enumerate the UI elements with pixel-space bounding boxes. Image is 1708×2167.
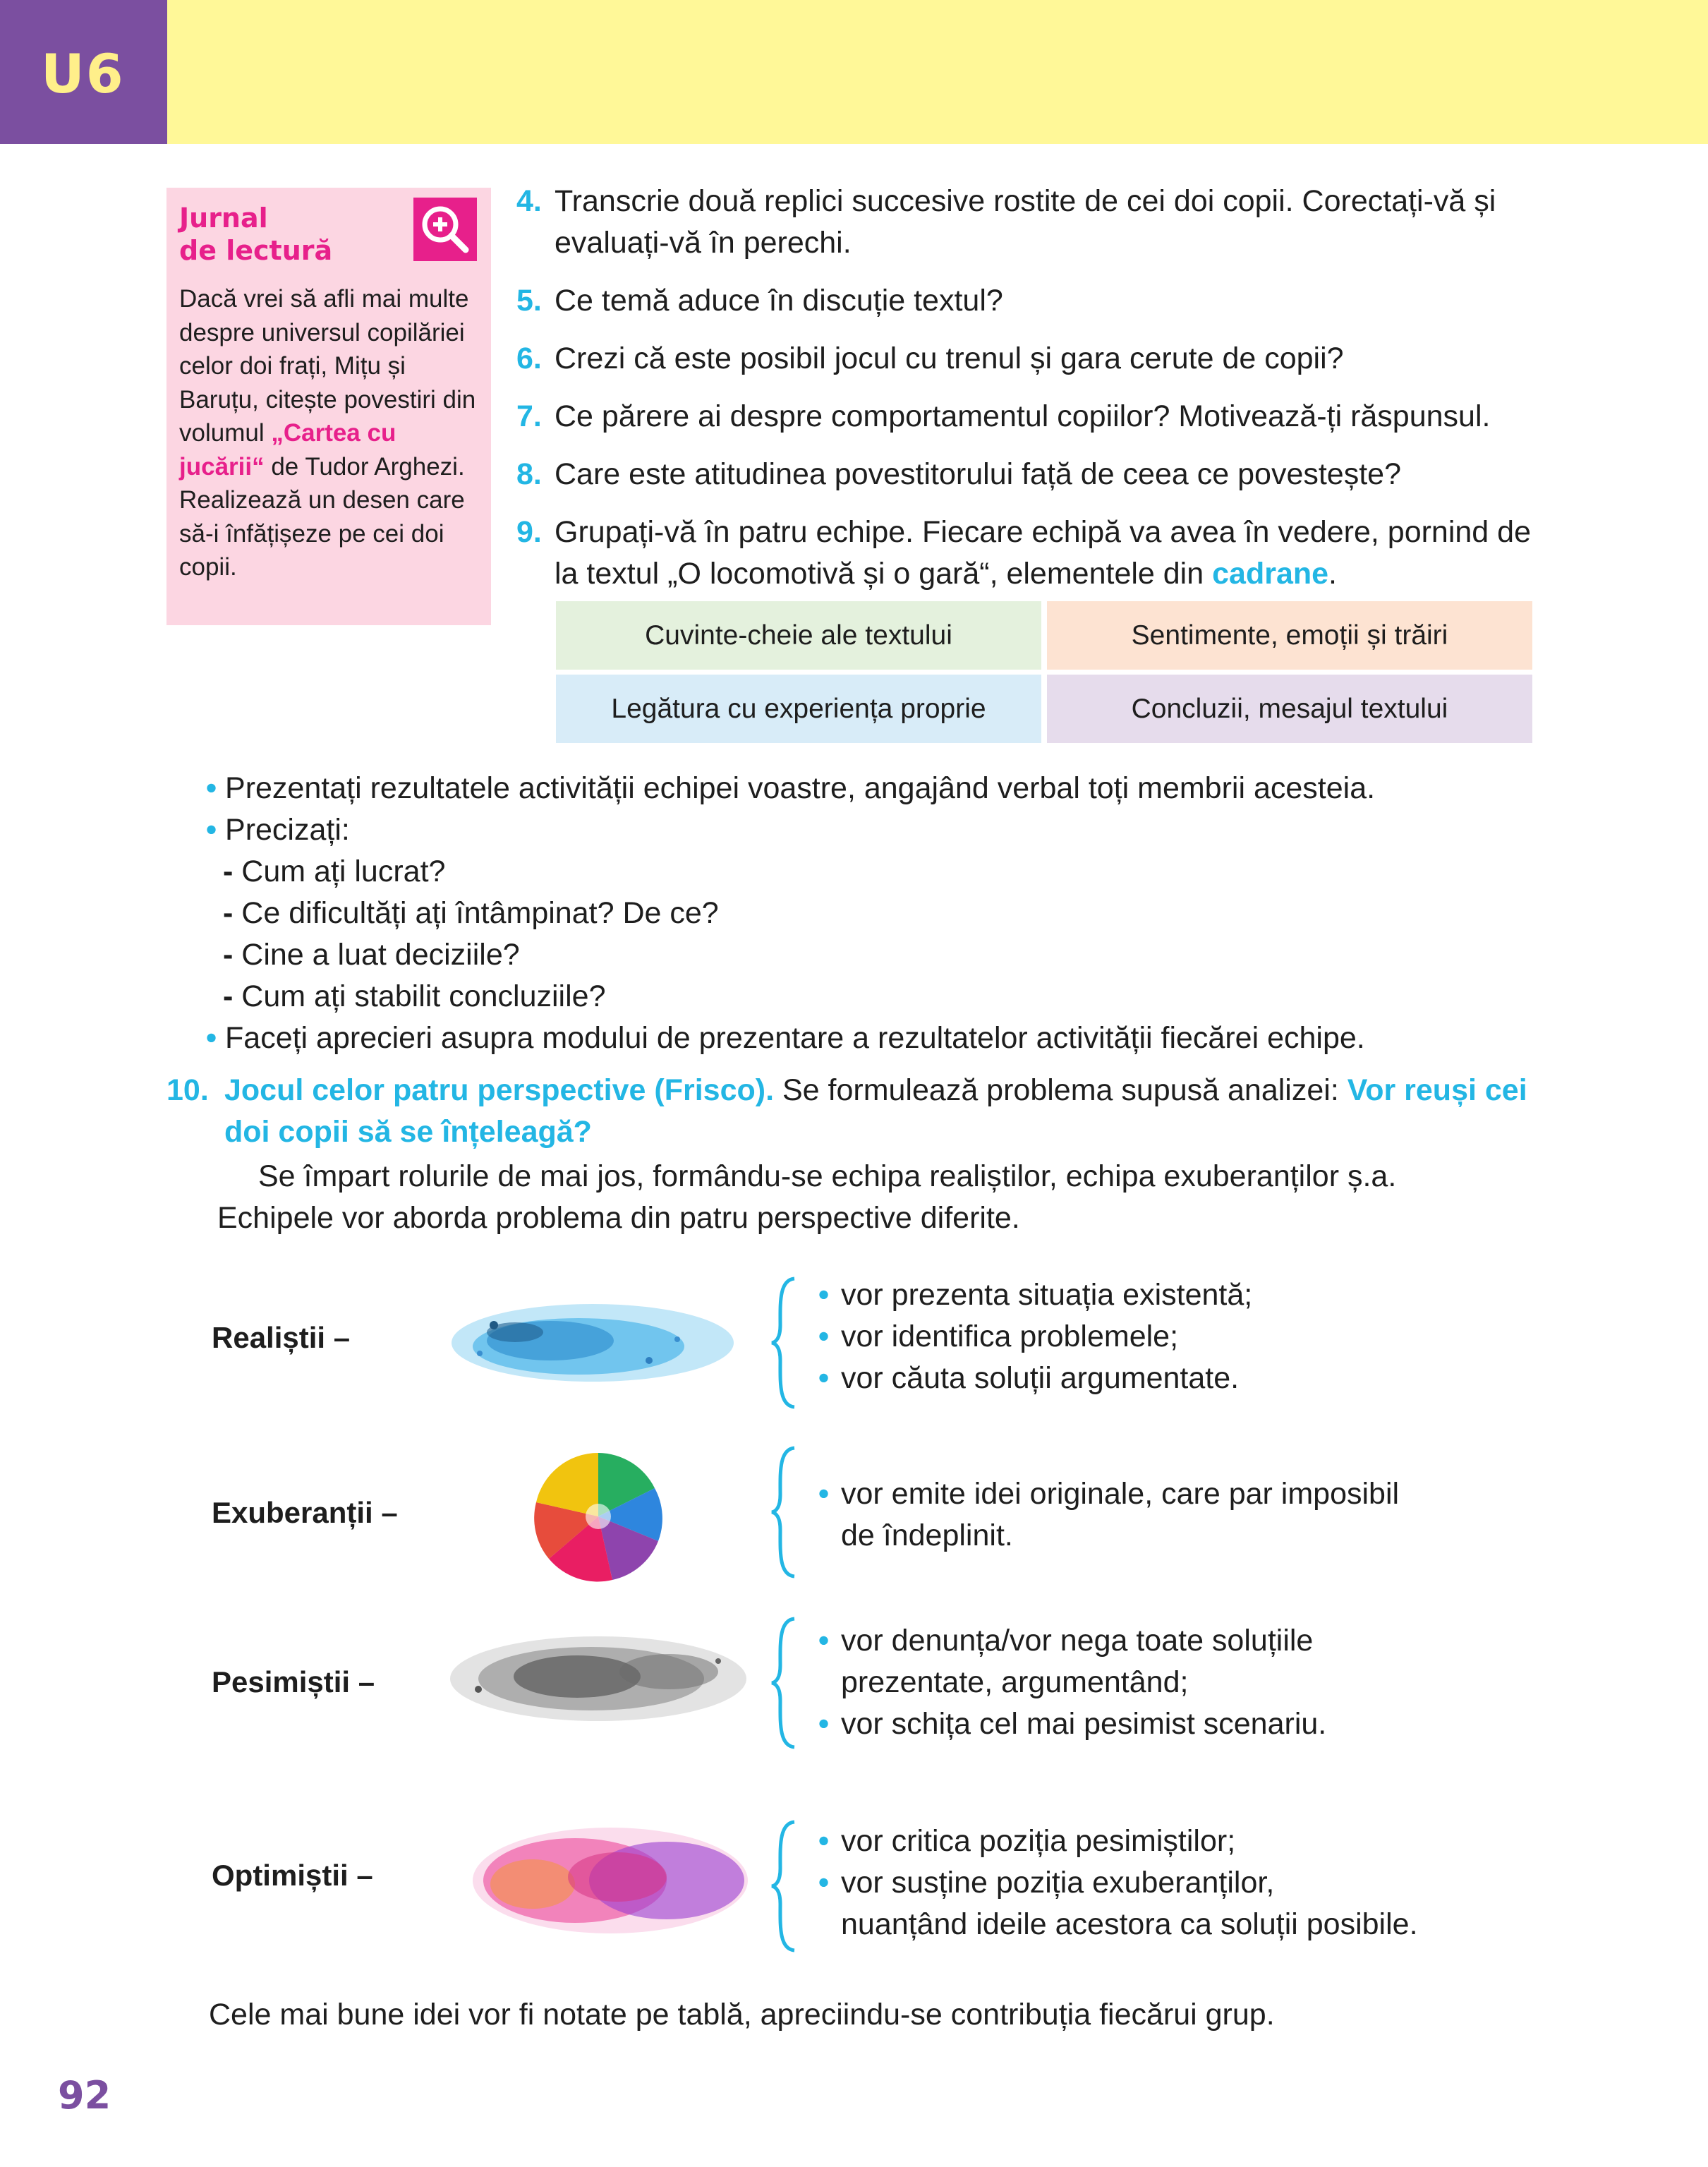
bullet-text: Prezentați rezultatele activității echipei voastre, angajând verbal toți membrii acesteia. <box>225 771 1376 805</box>
bullet-present-results: • Prezentați rezultatele activității echipei voastre, angajând verbal toți membrii acesteia. <box>206 771 1376 805</box>
list-item: • vor emite idei originale, care par imposibil <box>818 1473 1399 1515</box>
brace-icon <box>769 1276 797 1410</box>
question-6 <box>516 338 1546 380</box>
question-5 <box>516 280 1546 322</box>
question-number: 7. <box>516 399 542 433</box>
item-10-title: Jocul celor patru perspective (Frisco). <box>224 1073 775 1107</box>
sub-item-text: Cum ați stabilit concluziile? <box>241 979 606 1013</box>
item-10-paragraph-1: Se împart rolurile de mai jos, formându-se echipa realiștilor, echipa exuberanților ș.a. <box>258 1159 1397 1193</box>
list-item: • vor prezenta situația existentă; <box>818 1274 1252 1316</box>
zoom-in-icon <box>413 198 477 261</box>
role-realists: Realiștii – <box>212 1321 351 1354</box>
book-title: „Cartea cu jucării“ <box>179 419 396 481</box>
sub-item-text: Ce dificultăți ați întâmpinat? De ce? <box>241 896 719 930</box>
question-text: Ce temă aduce în discuție textul? <box>555 284 1003 318</box>
item-10-intro: Se formulează problema supusă analizei: <box>774 1073 1347 1107</box>
journal-text <box>179 282 483 584</box>
role-optimists: Optimiștii – <box>212 1859 373 1892</box>
question-7 <box>516 396 1546 437</box>
question-9 <box>516 512 1546 595</box>
exuberants-list <box>818 1473 1399 1557</box>
question-number: 6. <box>516 342 542 375</box>
list-item: • vor susține poziția exuberanților, <box>818 1862 1418 1904</box>
cadran-experience: Legătura cu experiența proprie <box>556 675 1041 743</box>
journal-title-line2: de lectură <box>179 235 333 266</box>
cadran-feelings: Sentimente, emoții și trăiri <box>1047 601 1532 670</box>
rainbow-powder-burst-icon <box>507 1435 690 1598</box>
list-item: • vor schița cel mai pesimist scenariu. <box>818 1703 1326 1745</box>
journal-text-part1: Dacă vrei să afli mai multe despre universul copilăriei celor doi frați, Mițu și Baruțu, citește povestiri din volumul <box>179 285 476 447</box>
question-9-end: . <box>1328 557 1337 591</box>
bullet-text: Precizați: <box>225 813 350 847</box>
cadran-keywords: Cuvinte-cheie ale textului <box>556 601 1041 670</box>
sub-item: - Ce dificultăți ați întâmpinat? De ce? <box>223 896 719 930</box>
highlight-cadrane: cadrane <box>1212 557 1329 591</box>
list-item: • vor căuta soluții argumentate. <box>818 1358 1252 1399</box>
question-text: Transcrie două replici succesive rostite de cei doi copii. Corectați-vă și evaluați-vă în perechi. <box>555 184 1496 260</box>
question-text: Ce părere ai despre comportamentul copiilor? Motivează-ți răspunsul. <box>555 399 1491 433</box>
closing-text: Cele mai bune idei vor fi notate pe tablă, apreciindu-se contribuția fiecărui grup. <box>209 1998 1275 2032</box>
header-band <box>167 0 1708 144</box>
journal-title <box>179 202 332 267</box>
item-10 <box>166 1070 1549 1153</box>
page-number: 92 <box>58 2073 111 2118</box>
question-text: Care este atitudinea povestitorului față de ceea ce povestește? <box>555 457 1401 491</box>
bullet-appreciations: • Faceți aprecieri asupra modului de prezentare a rezultatelor activității fiecărei echipe. <box>206 1021 1365 1055</box>
sub-item: - Cine a luat deciziile? <box>223 938 520 972</box>
gray-powder-splash-icon <box>436 1612 761 1746</box>
list-item-continuation: de îndeplinit. <box>841 1519 1013 1552</box>
bullet-specify: • Precizați: <box>206 813 350 847</box>
brace-icon <box>769 1445 797 1579</box>
optimists-list <box>818 1821 1418 1945</box>
item-10-text <box>166 1070 1549 1153</box>
reading-journal-box <box>166 188 491 625</box>
unit-tab <box>0 0 167 144</box>
list-item-continuation: prezentate, argumentând; <box>841 1665 1189 1699</box>
cadran-conclusions: Concluzii, mesajul textului <box>1047 675 1532 743</box>
list-item: • vor denunța/vor nega toate soluțiile <box>818 1620 1326 1662</box>
bullet-text: Faceți aprecieri asupra modului de prezentare a rezultatelor activității fiecărei echipe. <box>225 1021 1365 1055</box>
question-9-text: Grupați-vă în patru echipe. Fiecare echipă va avea în vedere, pornind de la textul „O locomotivă și o gară“, elementele din <box>555 515 1531 591</box>
list-item: • vor identifica problemele; <box>818 1316 1252 1358</box>
journal-text-part2: de Tudor Arghezi. Realizează un desen care să-i înfățișeze pe cei doi copii. <box>179 452 465 581</box>
list-item-continuation: nuanțând ideile acestora ca soluții posibile. <box>841 1907 1418 1941</box>
sub-item: - Cum ați stabilit concluziile? <box>223 979 606 1013</box>
question-number: 4. <box>516 184 542 218</box>
list-item: • vor critica poziția pesimiștilor; <box>818 1821 1418 1862</box>
sub-item: - Cum ați lucrat? <box>223 855 446 888</box>
question-4 <box>516 181 1546 264</box>
brace-icon <box>769 1616 797 1750</box>
question-number: 9. <box>516 515 542 549</box>
item-number: 10. <box>166 1073 209 1107</box>
question-8 <box>516 454 1546 495</box>
question-text <box>516 512 1546 595</box>
item-10-paragraph-2: Echipele vor aborda problema din patru perspective diferite. <box>217 1201 1020 1235</box>
pink-purple-powder-splash-icon <box>462 1806 758 1955</box>
sub-item-text: Cum ați lucrat? <box>241 855 446 888</box>
role-pessimists: Pesimiștii – <box>212 1665 375 1698</box>
journal-title-line1: Jurnal <box>179 203 268 234</box>
question-number: 5. <box>516 284 542 318</box>
role-exuberants: Exuberanții – <box>212 1496 398 1529</box>
question-number: 8. <box>516 457 542 491</box>
unit-label: U6 <box>41 42 125 105</box>
item-10-question: Vor reuși cei doi copii să se înțeleagă? <box>224 1073 1527 1149</box>
question-text: Crezi că este posibil jocul cu trenul și gara cerute de copii? <box>555 342 1344 375</box>
brace-icon <box>769 1819 797 1953</box>
realists-list <box>818 1274 1252 1399</box>
sub-item-text: Cine a luat deciziile? <box>241 938 520 972</box>
pessimists-list <box>818 1620 1326 1745</box>
blue-powder-splash-icon <box>437 1276 748 1417</box>
